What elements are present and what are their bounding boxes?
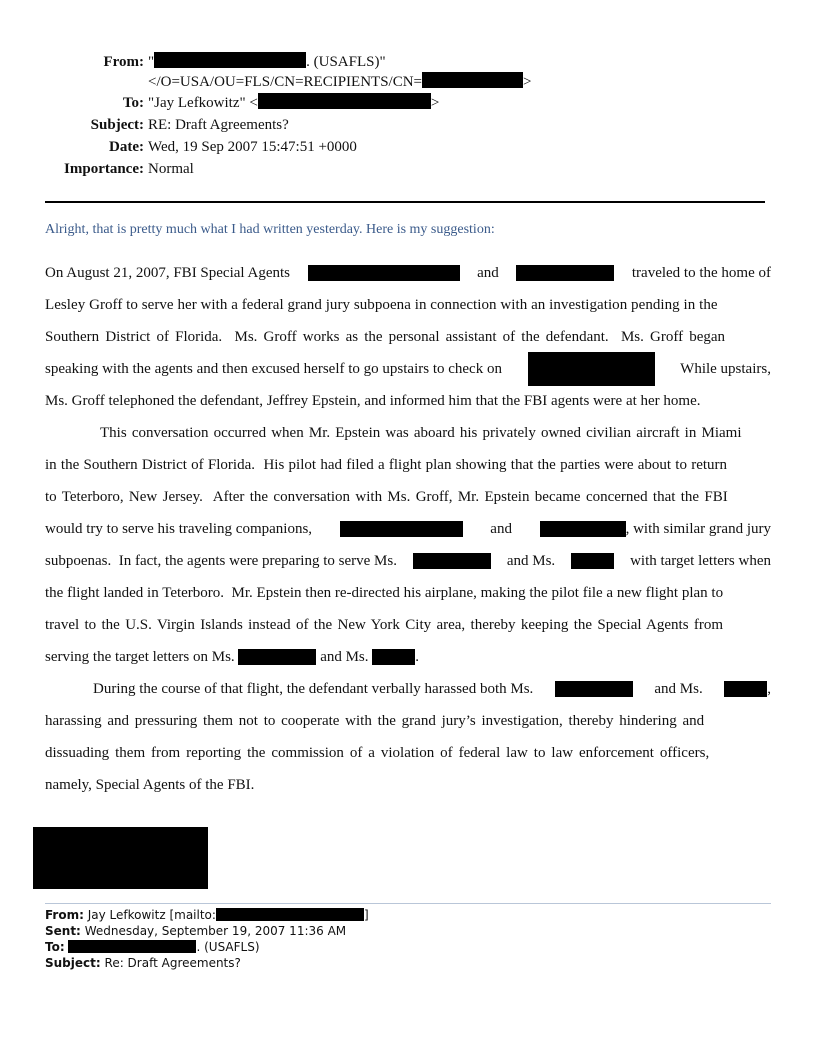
value: Jay Lefkowitz [mailto: (87, 908, 216, 922)
text: dissuading them from reporting the commission of a violation of federal law to law enforcement officers, (45, 745, 710, 761)
from-address-suffix: > (523, 74, 532, 90)
text: . (415, 649, 420, 665)
body-line (45, 769, 771, 801)
to-value (148, 93, 439, 114)
body-line (45, 289, 771, 321)
body-line (45, 705, 771, 737)
value: Wednesday, September 19, 2007 11:36 AM (84, 924, 347, 938)
text: , with similar grand jury (625, 521, 771, 537)
text: and (477, 265, 499, 281)
text: with target letters when (630, 553, 771, 569)
text: and Ms. (654, 681, 703, 697)
from-label: From: (103, 54, 144, 70)
text: traveled to the home of (631, 265, 771, 281)
body-line (45, 257, 771, 289)
redaction (422, 72, 523, 88)
text: travel to the U.S. Virgin Islands instead of the New York City area, thereby keeping the Special Agents from (45, 617, 724, 633)
body-line (45, 609, 771, 641)
body-line (45, 321, 771, 353)
redaction (340, 521, 463, 537)
quoted-sent (45, 923, 369, 939)
reply-divider (45, 903, 771, 904)
text: speaking with the agents and then excused herself to go upstairs to check on (45, 361, 502, 377)
text: harassing and pressuring them not to cooperate with the grand jury’s investigation, thereby hindering and (45, 713, 705, 729)
redaction (308, 265, 460, 281)
text: Southern District of Florida. Ms. Groff works as the personal assistant of the defendant. Ms. Groff began (45, 329, 726, 345)
from-value (148, 52, 386, 73)
quoted-subject (45, 955, 369, 971)
text: Lesley Groff to serve her with a federal grand jury subpoena in connection with an investigation pending in the (45, 297, 718, 313)
subject-label: Subject: (90, 117, 144, 133)
value: Re: Draft Agreements? (104, 956, 241, 970)
to-suffix: > (430, 95, 440, 111)
body-line (45, 577, 771, 609)
from-prefix: " (148, 54, 155, 70)
value: ] (363, 908, 369, 922)
body-line (45, 353, 771, 385)
label: Subject: (45, 956, 101, 970)
subject-value: RE: Draft Agreements? (148, 117, 289, 133)
text: During the course of that flight, the defendant verbally harassed both Ms. (93, 681, 534, 697)
label: From: (45, 908, 84, 922)
importance-label: Importance: (64, 161, 144, 177)
redaction (516, 265, 614, 281)
redaction (528, 352, 655, 386)
redaction (154, 52, 306, 68)
body-line (45, 449, 771, 481)
body-line (45, 673, 771, 705)
to-label: To: (122, 95, 144, 111)
text: would try to serve his traveling companions, (45, 521, 313, 537)
text: On August 21, 2007, FBI Special Agents (45, 265, 291, 281)
quoted-header (45, 907, 369, 971)
text: , (767, 681, 771, 697)
text: serving the target letters on Ms. (45, 649, 235, 665)
redaction (68, 940, 196, 953)
body-line (45, 641, 771, 673)
text: Ms. Groff telephoned the defendant, Jeffrey Epstein, and informed him that the FBI agents were at her home. (45, 393, 701, 409)
redaction (258, 93, 431, 109)
text: the flight landed in Teterboro. Mr. Epstein then re-directed his airplane, making the pilot file a new flight plan to (45, 585, 724, 601)
text: subpoenas. In fact, the agents were preparing to serve Ms. (45, 553, 397, 569)
text: This conversation occurred when Mr. Epstein was aboard his privately owned civilian aircraft in Miami (100, 425, 742, 441)
label: Sent: (45, 924, 81, 938)
text: and (490, 521, 512, 537)
importance-value: Normal (148, 161, 194, 177)
from-address (148, 72, 531, 93)
body-line (45, 481, 771, 513)
label: To: (45, 940, 65, 954)
redaction (540, 521, 626, 537)
text: in the Southern District of Florida. His pilot had filed a flight plan showing that the parties were about to return (45, 457, 728, 473)
redaction (413, 553, 491, 569)
redaction (555, 681, 633, 697)
redaction (372, 649, 415, 665)
from-address-prefix: </O=USA/OU=FLS/CN=RECIPIENTS/CN= (148, 74, 422, 90)
body-line (45, 513, 771, 545)
to-prefix: "Jay Lefkowitz" < (148, 95, 258, 111)
body-line (45, 545, 771, 577)
intro-text: Alright, that is pretty much what I had written yesterday. Here is my suggestion: (45, 222, 495, 237)
redaction (571, 553, 614, 569)
quoted-to (45, 939, 369, 955)
redaction (216, 908, 364, 921)
body-line (45, 385, 771, 417)
text: namely, Special Agents of the FBI. (45, 777, 255, 793)
header-divider (45, 201, 765, 203)
text: and Ms. (320, 649, 369, 665)
date-value: Wed, 19 Sep 2007 15:47:51 +0000 (148, 139, 357, 155)
value: . (USAFLS) (196, 940, 260, 954)
body-line (45, 417, 771, 449)
text: While upstairs, (680, 361, 771, 377)
redaction (238, 649, 316, 665)
quoted-from (45, 907, 369, 923)
redaction (724, 681, 767, 697)
text: and Ms. (506, 553, 556, 569)
from-suffix: . (USAFLS)" (306, 54, 386, 70)
text: to Teterboro, New Jersey. After the conversation with Ms. Groff, Mr. Epstein became concerned that the FBI (45, 489, 728, 505)
body-line (45, 737, 771, 769)
signature-redaction (33, 827, 208, 889)
email-header (0, 52, 816, 182)
date-label: Date: (109, 139, 144, 155)
message-body (45, 257, 771, 801)
